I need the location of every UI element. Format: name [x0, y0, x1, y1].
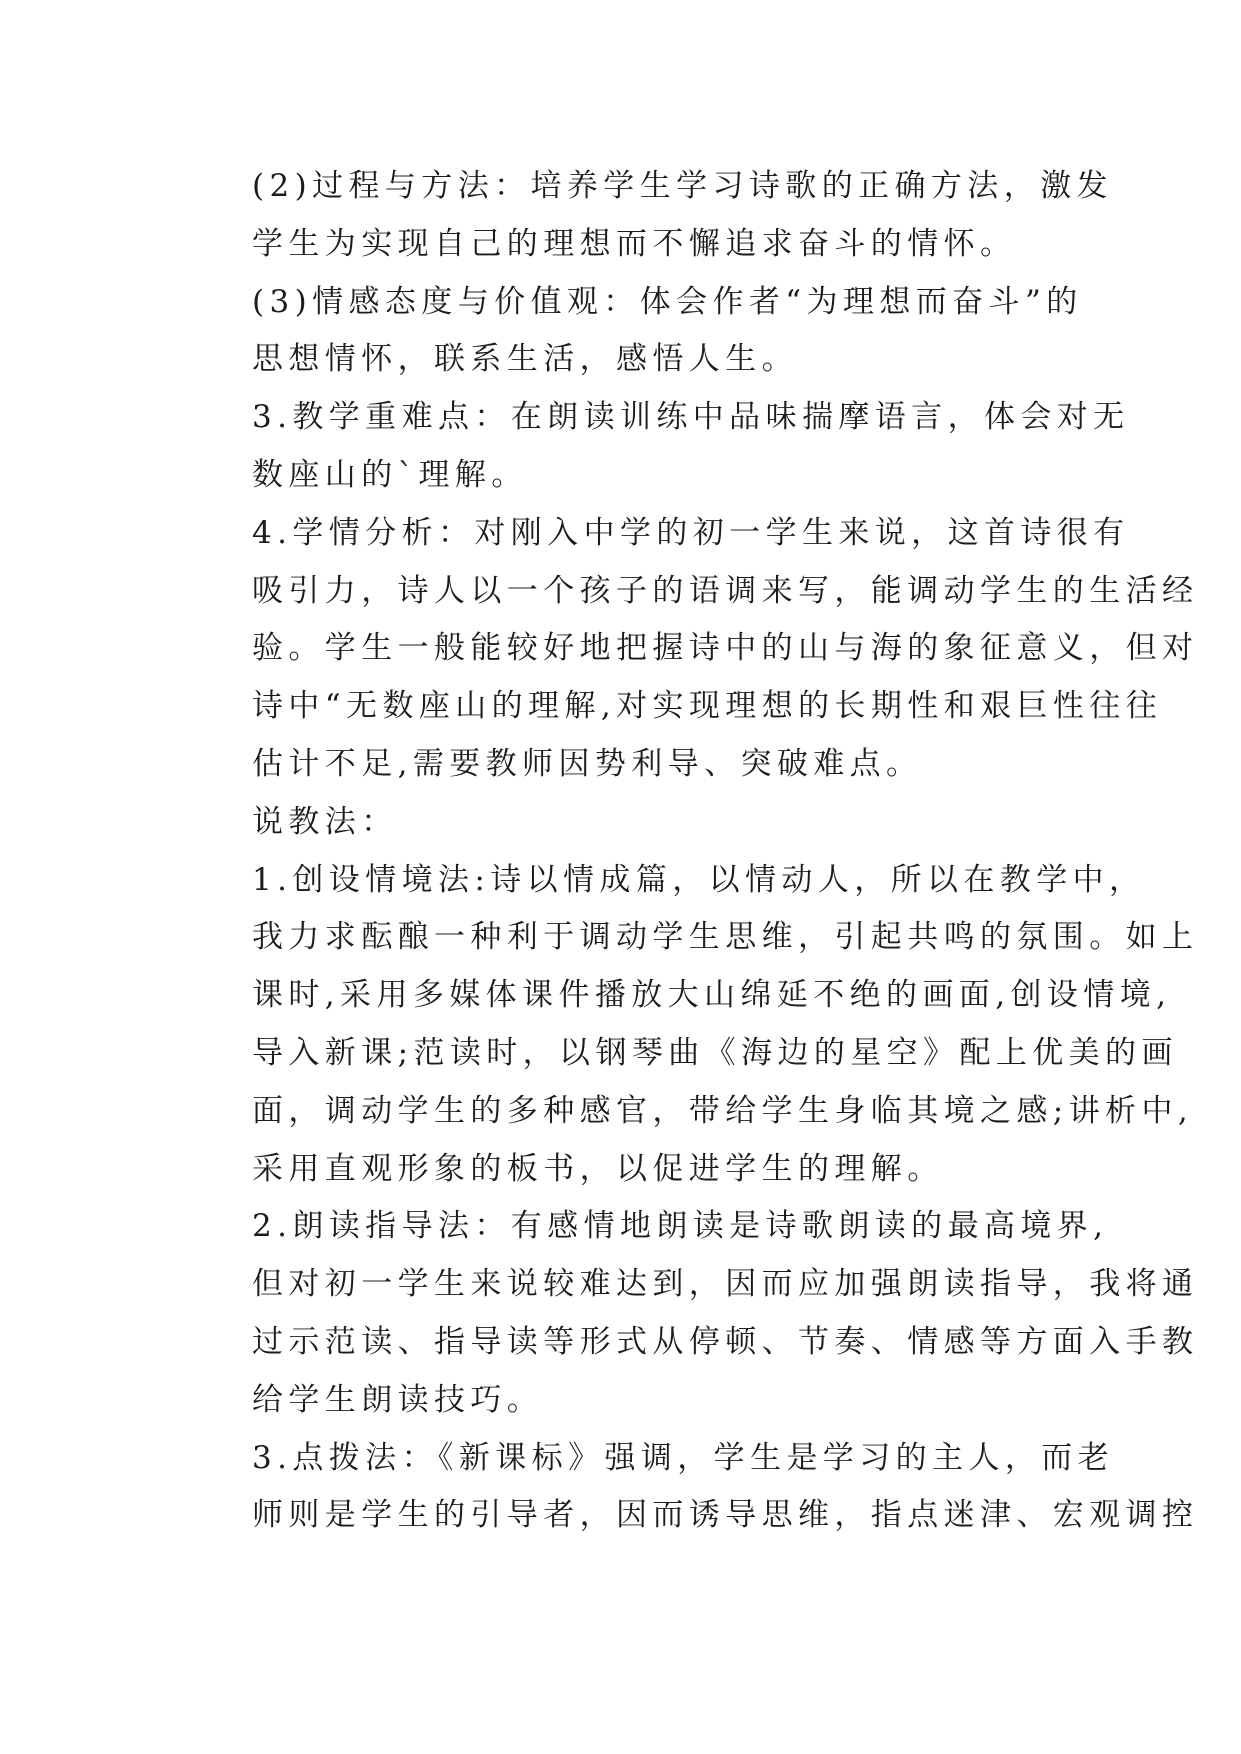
- text-line: 4.学情分析：对刚入中学的初一学生来说，这首诗很有: [252, 514, 1130, 551]
- text-line: 估计不足,需要教师因势利导、突破难点。: [252, 745, 923, 782]
- text-line: 3.点拨法：《新课标》强调，学生是学习的主人，而老: [252, 1439, 1115, 1476]
- paragraph-key-difficulties: [190, 389, 1130, 505]
- text-line: 诗中“无数座山的理解,对实现理想的长期性和艰巨性往往: [252, 688, 1163, 725]
- paragraph-objective-emotion: [190, 274, 1083, 390]
- document-page: [190, 158, 1199, 1545]
- text-line: 说教法：: [252, 803, 398, 840]
- text-line: 数座山的`理解。: [252, 456, 528, 493]
- text-line: 我力求酝酿一种利于调动学生思维，引起共鸣的氛围。如上: [252, 919, 1199, 956]
- text-line: 吸引力，诗人以一个孩子的语调来写，能调动学生的生活经: [252, 572, 1199, 609]
- text-line: 思想情怀，联系生活，感悟人生。: [252, 341, 798, 378]
- paragraph-method-situation: [190, 852, 1199, 1199]
- text-line: 过示范读、指导读等形式从停顿、节奏、情感等方面入手教: [252, 1323, 1199, 1360]
- text-line: 1.创设情境法:诗以情成篇，以情动人，所以在教学中，: [252, 861, 1146, 898]
- paragraph-method-reading: [190, 1198, 1199, 1429]
- text-line: 2.朗读指导法：有感情地朗读是诗歌朗读的最高境界,: [252, 1208, 1109, 1245]
- text-line: 但对初一学生来说较难达到，因而应加强朗读指导，我将通: [252, 1266, 1199, 1303]
- text-line: (3)情感态度与价值观：体会作者“为理想而奋斗”的: [252, 283, 1083, 320]
- section-heading-teaching-methods: [190, 794, 1058, 852]
- text-line: 课时,采用多媒体课件播放大山绵延不绝的画面,创设情境,: [252, 977, 1172, 1014]
- text-line: 3.教学重难点：在朗读训练中品味揣摩语言，体会对无: [252, 399, 1130, 436]
- paragraph-learner-analysis: [190, 505, 1199, 794]
- paragraph-method-guidance: [190, 1430, 1199, 1546]
- paragraph-objective-process: [190, 158, 1113, 274]
- text-line: 采用直观形象的板书，以促进学生的理解。: [252, 1150, 944, 1187]
- text-line: 学生为实现自己的理想而不懈追求奋斗的情怀。: [252, 225, 1017, 262]
- text-line: 导入新课;范读时，以钢琴曲《海边的星空》配上优美的画: [252, 1034, 1178, 1071]
- text-line: 验。学生一般能较好地把握诗中的山与海的象征意义，但对: [252, 630, 1199, 667]
- text-line: 师则是学生的引导者，因而诱导思维，指点迷津、宏观调控: [252, 1497, 1199, 1534]
- text-line: 面，调动学生的多种感官，带给学生身临其境之感;讲析中,: [252, 1092, 1194, 1129]
- text-line: 给学生朗读技巧。: [252, 1381, 544, 1418]
- text-line: (2)过程与方法：培养学生学习诗歌的正确方法，激发: [252, 168, 1113, 204]
